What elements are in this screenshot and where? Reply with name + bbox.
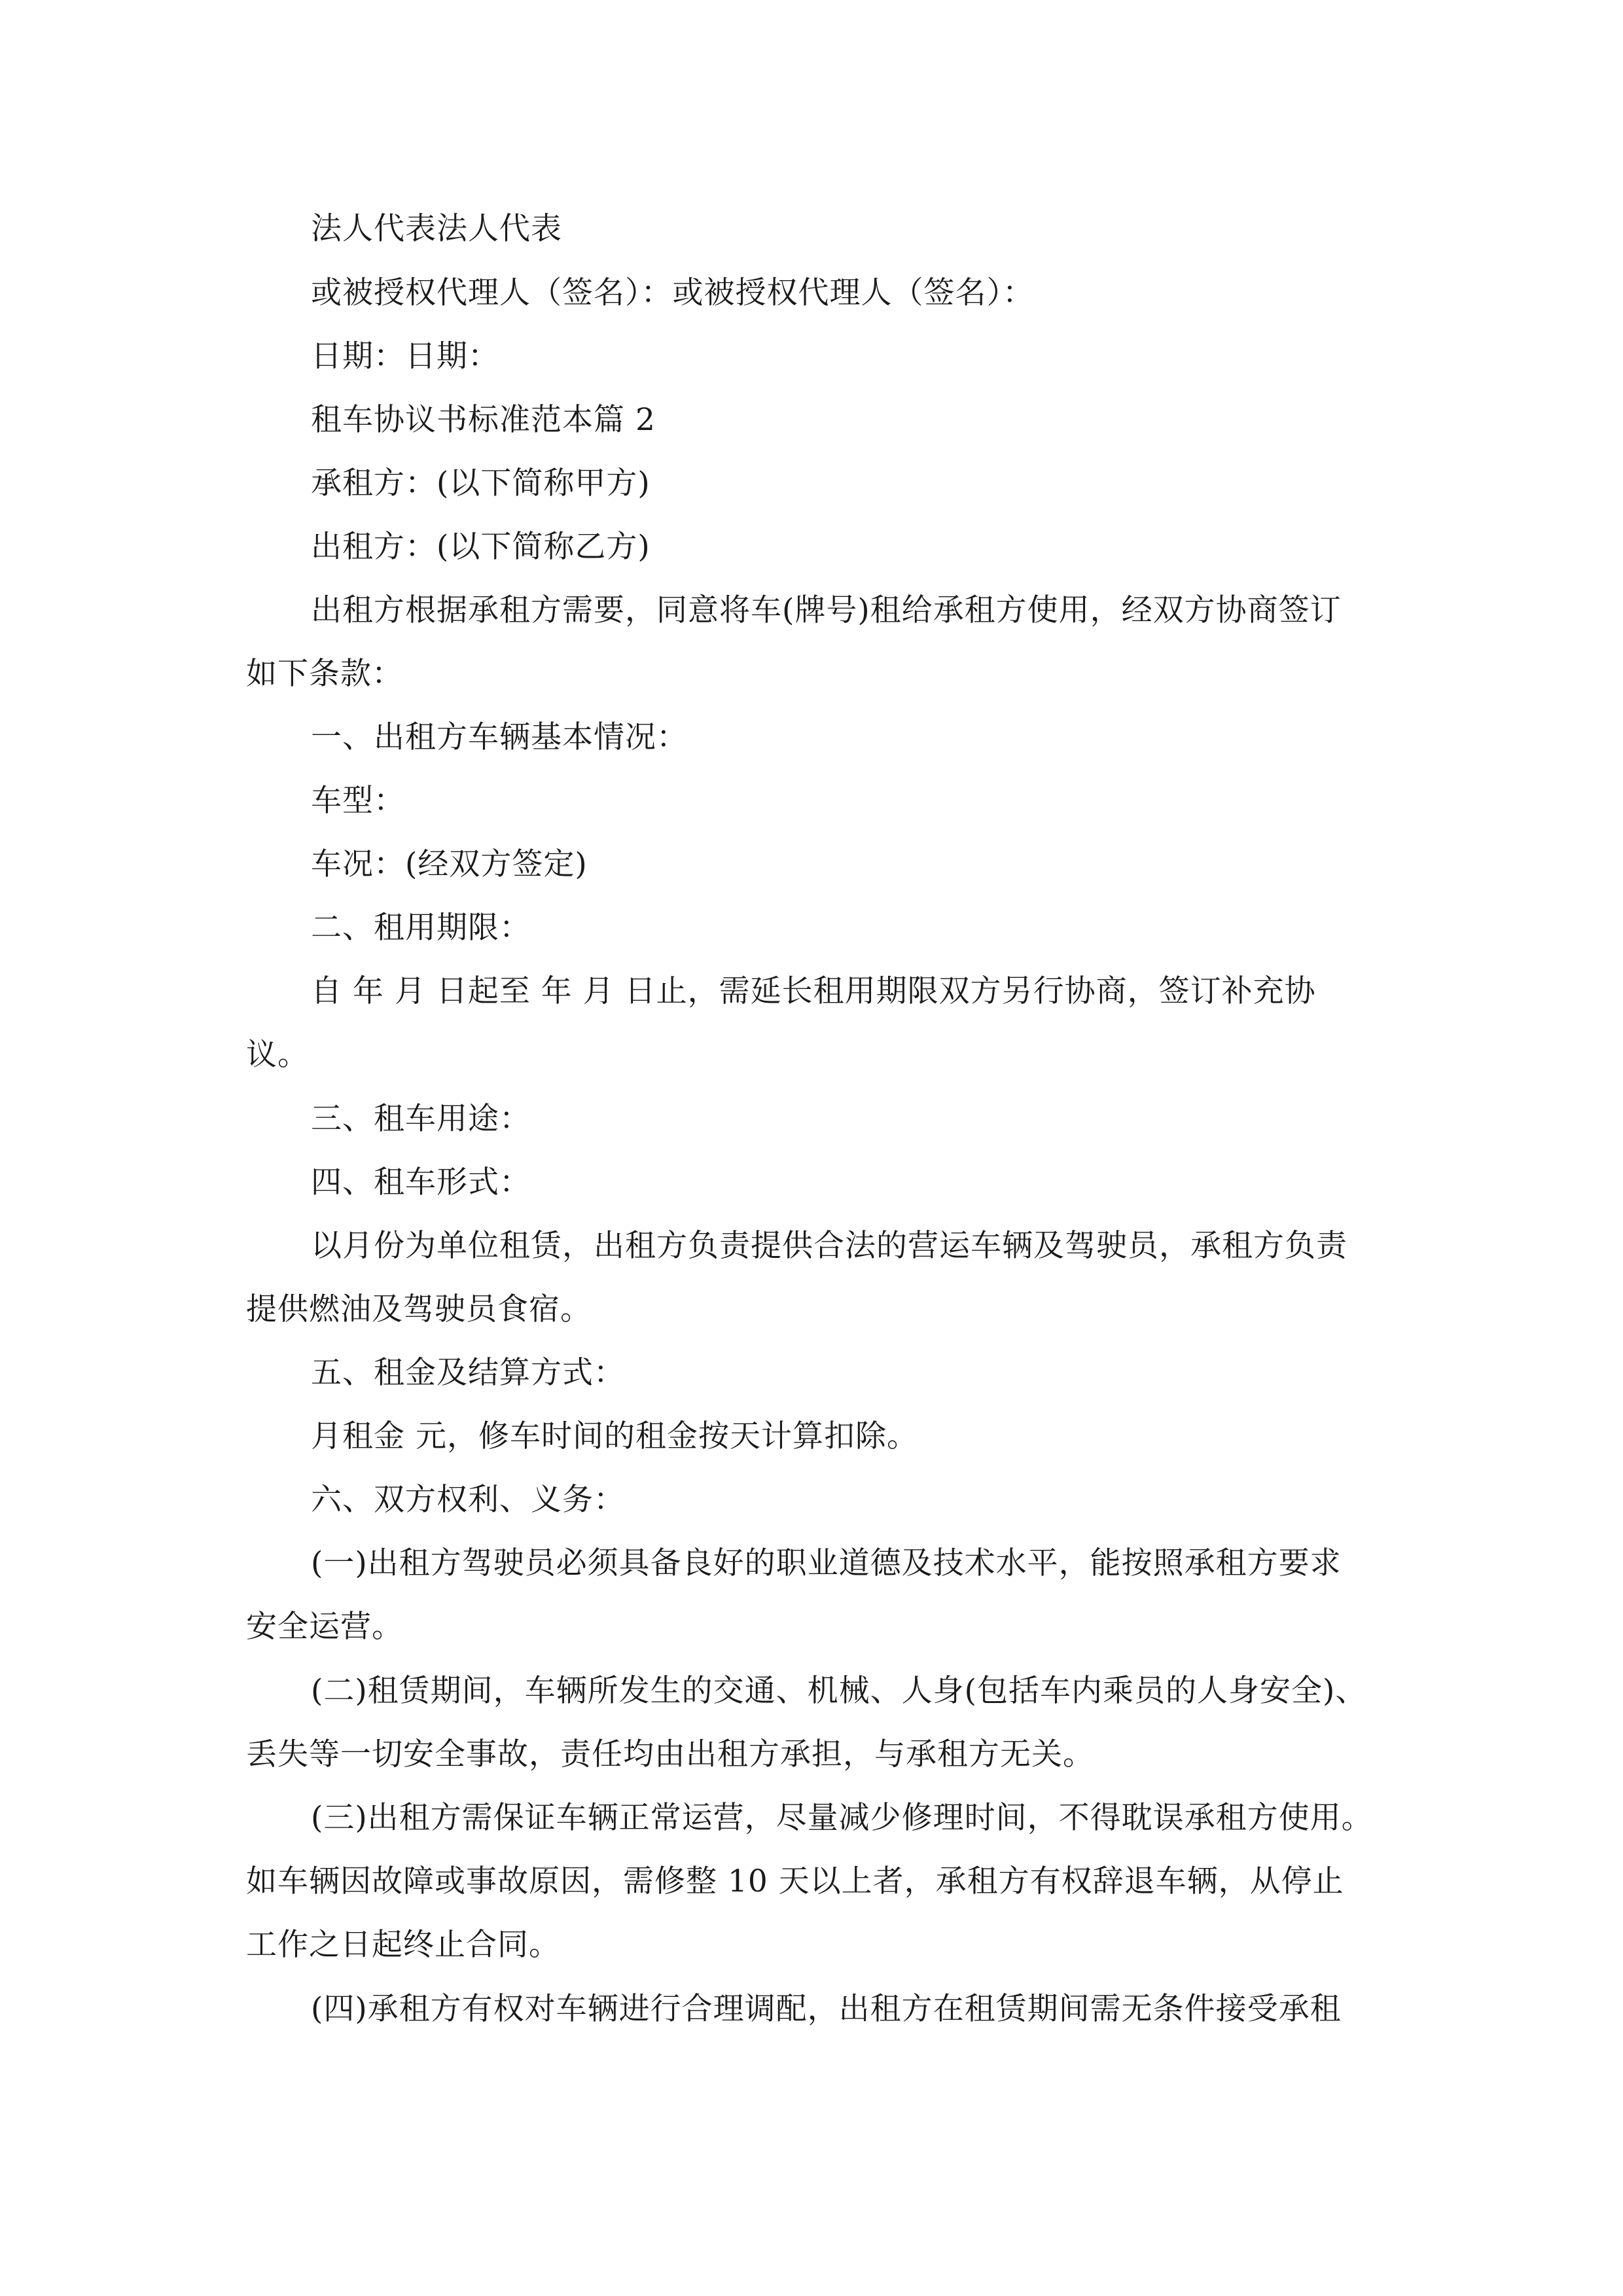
clause-heading: 二、租用期限： <box>311 910 531 946</box>
party-lessee: 承租方：(以下简称甲方) <box>311 465 651 501</box>
paragraph-line: 工作之日起终止合同。 <box>246 1927 560 1963</box>
paragraph-line: 自 年 月 日起至 年 月 日止，需延长租用期限双方另行协商，签订补充协 <box>311 973 1316 1009</box>
signature-line-agent: 或被授权代理人（签名）：或被授权代理人（签名）： <box>311 275 1034 311</box>
paragraph-line: 以月份为单位租赁，出租方负责提供合法的营运车辆及驾驶员，承租方负责 <box>311 1228 1347 1264</box>
paragraph-line: 月租金 元，修车时间的租金按天计算扣除。 <box>311 1418 918 1454</box>
clause-heading: 五、租金及结算方式： <box>311 1355 625 1391</box>
signature-line-date: 日期：日期： <box>311 338 499 374</box>
paragraph-line: (四)承租方有权对车辆进行合理调配，出租方在租赁期间需无条件接受承租 <box>311 1991 1342 2027</box>
clause-heading: 三、租车用途： <box>311 1101 531 1137</box>
clause-heading: 四、租车形式： <box>311 1164 531 1200</box>
section-heading: 租车协议书标准范本篇 2 <box>311 402 656 438</box>
clause-heading: 六、双方权利、义务： <box>311 1482 625 1518</box>
paragraph-line: 如下条款： <box>246 656 403 692</box>
paragraph-line: (三)出租方需保证车辆正常运营，尽量减少修理时间，不得耽误承租方使用。 <box>311 1800 1373 1836</box>
paragraph-line: 安全运营。 <box>246 1609 403 1645</box>
party-lessor: 出租方：(以下简称乙方) <box>311 529 651 565</box>
paragraph-line: (一)出租方驾驶员必须具备良好的职业道德及技术水平，能按照承租方要求 <box>311 1545 1342 1581</box>
paragraph-line: 出租方根据承租方需要，同意将车(牌号)租给承租方使用，经双方协商签订 <box>311 592 1342 628</box>
clause-heading: 一、出租方车辆基本情况： <box>311 719 688 755</box>
paragraph-line: 车况：(经双方签定) <box>311 846 588 882</box>
paragraph-line: 提供燃油及驾驶员食宿。 <box>246 1291 592 1327</box>
paragraph-line: 丢失等一切安全事故，责任均由出租方承担，与承租方无关。 <box>246 1736 1094 1772</box>
paragraph-line: 议。 <box>246 1037 309 1073</box>
paragraph-line: 如车辆因故障或事故原因，需修整 10 天以上者，承租方有权辞退车辆，从停止 <box>246 1863 1344 1899</box>
signature-line-legal-rep: 法人代表法人代表 <box>311 211 562 247</box>
paragraph-line: (二)租赁期间，车辆所发生的交通、机械、人身(包括车内乘员的人身安全)、 <box>311 1673 1367 1709</box>
paragraph-line: 车型： <box>311 783 405 819</box>
